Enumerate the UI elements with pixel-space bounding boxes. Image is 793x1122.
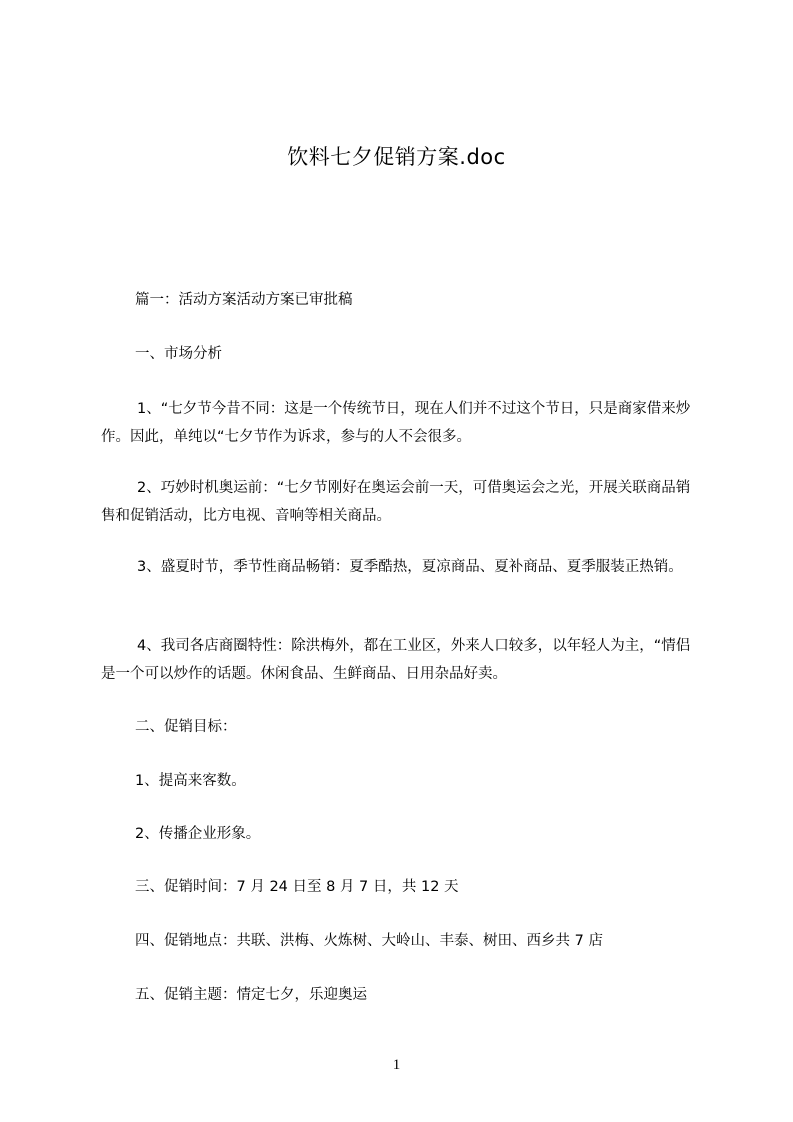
section-heading-promotion-theme: 五、促销主题：情定七夕，乐迎奥运: [135, 987, 367, 1003]
paragraph-market-point-4: 4、我司各店商圈特性：除洪梅外，都在工业区，外来人口较多，以年轻人为主，“情侣是一个可以炒作的话题。休闲食品、生鲜商品、日用杂品好卖。: [101, 638, 691, 682]
paragraph-market-point-1: 1、“七夕节今昔不同：这是一个传统节日，现在人们并不过这个节日，只是商家借来炒作。因此，单纯以“七夕节作为诉求，参与的人不会很多。: [101, 401, 691, 445]
paragraph-market-point-3: 3、盛夏时节，季节性商品畅销：夏季酷热，夏凉商品、夏补商品、夏季服装正热销。: [137, 559, 683, 575]
document-title: 饮料七夕促销方案.doc: [287, 145, 506, 169]
section-heading-pian-yi: 篇一：活动方案活动方案已审批稿: [135, 292, 353, 308]
section-heading-promotion-time: 三、促销时间：7 月 24 日至 8 月 7 日，共 12 天: [135, 879, 459, 895]
section-heading-promotion-location: 四、促销地点：共联、洪梅、火炼树、大岭山、丰泰、树田、西乡共 7 店: [135, 933, 603, 949]
paragraph-market-point-2: 2、巧妙时机奥运前：“七夕节刚好在奥运会前一天，可借奥运会之光，开展关联商品销售和促销活动，比方电视、音响等相关商品。: [101, 480, 691, 524]
paragraph-goal-1: 1、提高来客数。: [135, 773, 246, 789]
section-heading-market-analysis: 一、市场分析: [135, 346, 222, 362]
section-heading-promotion-goals: 二、促销目标：: [135, 719, 237, 735]
page-number: 1: [392, 1057, 401, 1073]
paragraph-goal-2: 2、传播企业形象。: [135, 826, 261, 842]
